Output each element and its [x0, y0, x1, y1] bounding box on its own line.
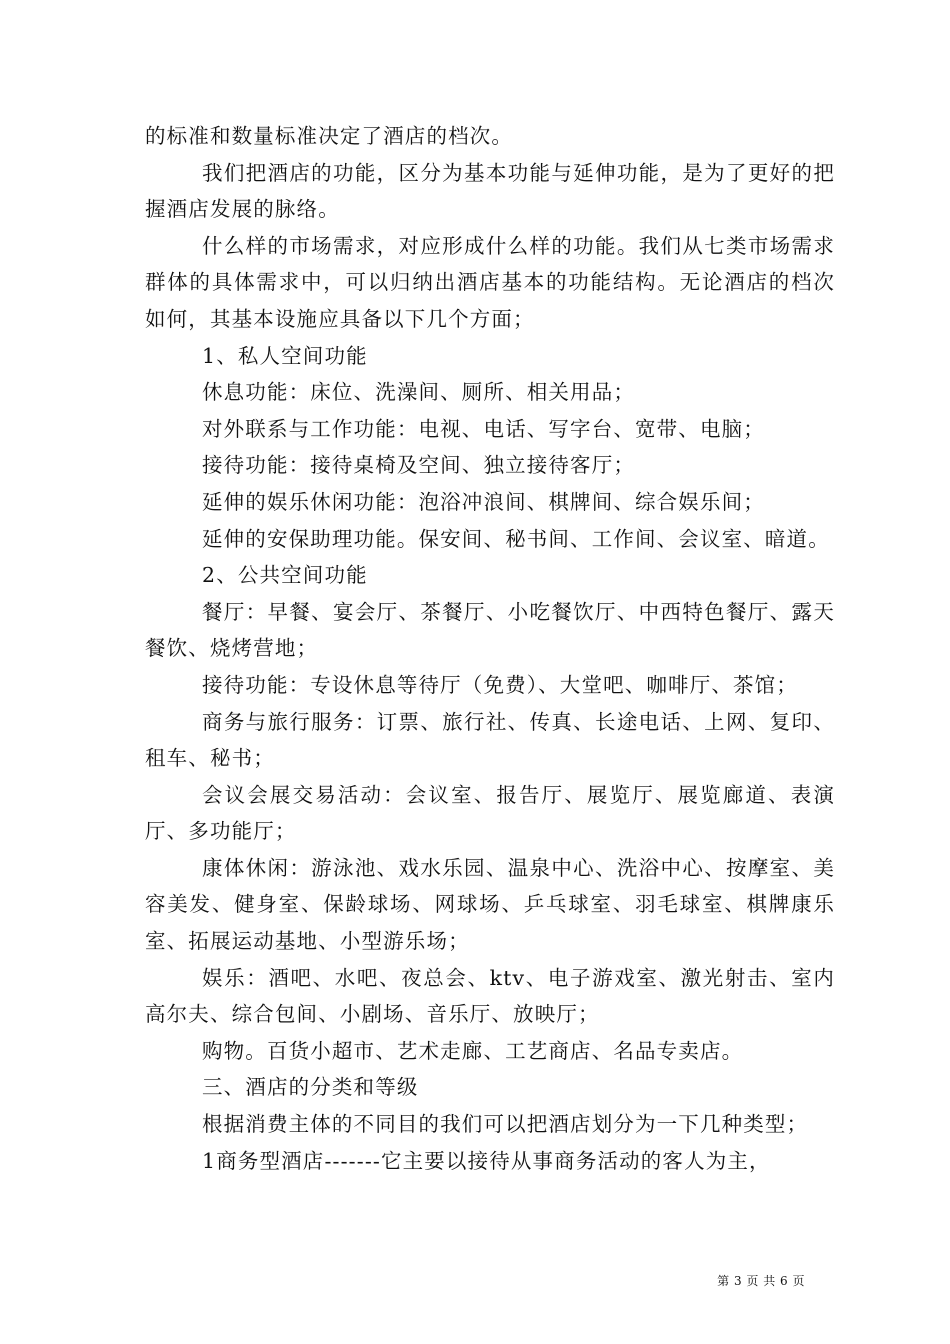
paragraph: 延伸的安保助理功能。保安间、秘书间、工作间、会议室、暗道。 [202, 526, 830, 551]
paragraph: 餐厅：早餐、宴会厅、茶餐厅、小吃餐饮厅、中西特色餐厅、露天餐饮、烧烤营地； [145, 599, 835, 661]
paragraph: 康体休闲：游泳池、戏水乐园、温泉中心、洗浴中心、按摩室、美容美发、健身室、保龄球场、网球场、乒乓球室、羽毛球室、棋牌康乐室、拓展运动基地、小型游乐场； [145, 855, 835, 954]
section-heading: 三、酒店的分类和等级 [202, 1075, 419, 1100]
paragraph: 延伸的娱乐休闲功能：泡浴冲浪间、棋牌间、综合娱乐间； [202, 489, 765, 514]
page-number: 第 3 页 共 6 页 [717, 1274, 805, 1288]
paragraph: 我们把酒店的功能，区分为基本功能与延伸功能，是为了更好的把握酒店发展的脉络。 [145, 160, 835, 222]
paragraph: 的标准和数量标准决定了酒店的档次。 [145, 124, 514, 148]
section-heading: 1、私人空间功能 [202, 343, 368, 368]
paragraph: 对外联系与工作功能：电视、电话、写字台、宽带、电脑； [202, 416, 765, 441]
paragraph: 接待功能：专设休息等待厅（免费）、大堂吧、咖啡厅、茶馆； [202, 672, 798, 697]
paragraph: 接待功能：接待桌椅及空间、独立接待客厅； [202, 453, 635, 478]
paragraph: 休息功能：床位、洗澡间、厕所、相关用品； [202, 380, 635, 405]
paragraph: 娱乐：酒吧、水吧、夜总会、ktv、电子游戏室、激光射击、室内高尔夫、综合包间、小剧场、音乐厅、放映厅； [145, 965, 835, 1027]
paragraph: 会议会展交易活动：会议室、报告厅、展览厅、展览廊道、表演厅、多功能厅； [145, 782, 835, 844]
paragraph: 购物。百货小超市、艺术走廊、工艺商店、名品专卖店。 [202, 1038, 744, 1063]
paragraph: 根据消费主体的不同目的我们可以把酒店划分为一下几种类型； [202, 1112, 809, 1137]
document-body [145, 118, 835, 1179]
section-heading: 2、公共空间功能 [202, 563, 368, 588]
paragraph: 什么样的市场需求，对应形成什么样的功能。我们从七类市场需求群体的具体需求中，可以归纳出酒店基本的功能结构。无论酒店的档次如何，其基本设施应具备以下几个方面； [145, 233, 835, 331]
paragraph: 商务与旅行服务：订票、旅行社、传真、长途电话、上网、复印、租车、秘书； [145, 709, 835, 771]
paragraph: 1商务型酒店-------它主要以接待从事商务活动的客人为主， [202, 1148, 771, 1173]
